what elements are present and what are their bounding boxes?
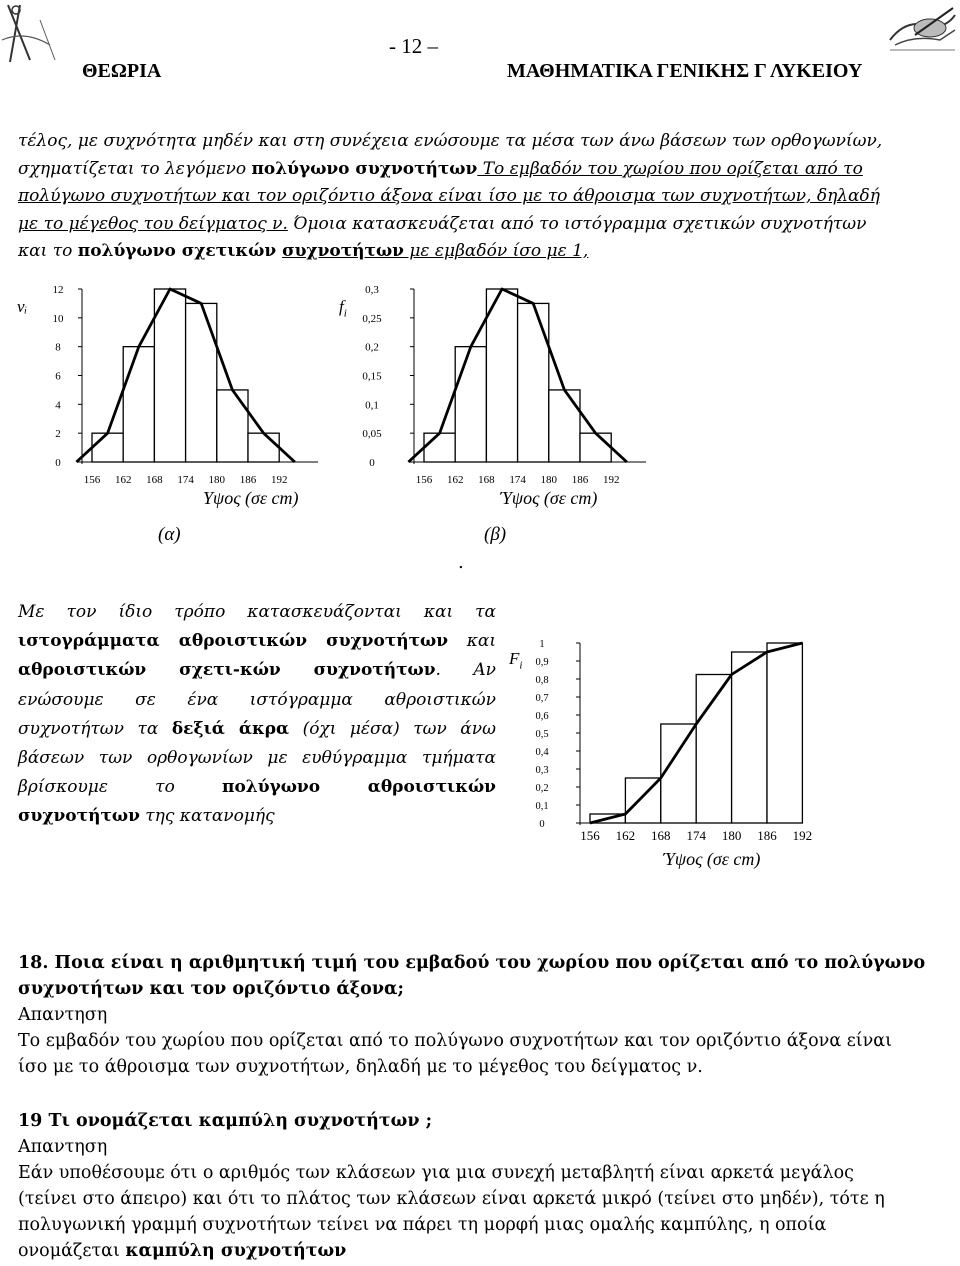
- histogram-bar: [549, 390, 580, 462]
- compass-illustration: [0, 0, 60, 70]
- cum-line-7: βρίσκουμε το πολύγωνο αθροιστικών: [18, 777, 496, 798]
- cum-line-1: Με τον ίδιο τρόπο κατασκευάζονται και τα: [18, 602, 496, 622]
- y-tick-label: 8: [55, 341, 61, 354]
- y-tick-label: 0,3: [365, 284, 379, 296]
- q19-line-1: Εάν υποθέσουμε ότι ο αριθμός των κλάσεων για μια συνεχή μεταβλητή είναι αρκετά μεγάλος: [18, 1163, 854, 1183]
- cum-line-3: αθροιστικών σχετι-κών συχνοτήτων. Αν: [18, 660, 496, 681]
- q19-title: 19 Τι ονομάζεται καμπύλη συχνοτήτων ;: [18, 1111, 433, 1131]
- x-tick-label: 168: [146, 474, 163, 486]
- x-tick-label: 180: [540, 474, 558, 486]
- histogram-bar: [424, 433, 455, 462]
- chart-b-caption: (β): [484, 524, 507, 545]
- x-tick-label: 168: [651, 828, 671, 843]
- y-tick-label: 0,15: [362, 370, 382, 383]
- q19-line-4: ονομάζεται καμπύλη συχνοτήτων: [18, 1241, 347, 1261]
- y-tick-label: 0: [369, 457, 375, 469]
- chart-a-caption: (α): [158, 524, 181, 545]
- y-tick-label: 0,6: [535, 711, 549, 722]
- histogram-bar: [186, 303, 217, 462]
- cumulative-paragraph: [18, 598, 496, 832]
- x-tick-label: 192: [602, 474, 620, 486]
- q19-answer-label: Απαντηση: [18, 1137, 108, 1157]
- question-19: [18, 1108, 943, 1264]
- x-tick-label: 174: [686, 828, 706, 843]
- y-tick-label: 6: [55, 370, 61, 383]
- chart-b-relative-frequency-histogram: [330, 270, 650, 520]
- x-tick-label: 186: [757, 828, 777, 843]
- y-tick-label: 0,05: [362, 428, 382, 441]
- x-tick-label: 192: [270, 474, 288, 486]
- histogram-bar: [248, 433, 279, 462]
- cum-line-4: ενώσουμε σε ένα ιστόγραμμα αθροιστικών: [18, 689, 496, 710]
- q18-title-line-1: 18. Ποια είναι η αριθμητική τιμή του εμβαδού του χωρίου που ορίζεται από το πολύγωνο: [18, 953, 926, 973]
- y-tick-label: 0,8: [535, 675, 549, 686]
- x-tick-label: 156: [83, 474, 101, 486]
- y-tick-label: 0,4: [535, 747, 549, 758]
- stray-dot: .: [458, 552, 464, 573]
- q18-title-line-2: συχνοτήτων και τον οριζόντιο άξονα;: [18, 979, 404, 999]
- intro-paragraph: [18, 128, 938, 266]
- y-tick-label: 4: [55, 399, 61, 412]
- intro-line-3: πολύγωνο συχνοτήτων και τον οριζόντιο άξονα είναι ίσο με το άθροισμα των συχνοτήτων, δηλαδή: [18, 186, 880, 206]
- cum-line-2: ιστογράμματα αθροιστικών συχνοτήτων και: [18, 631, 496, 652]
- q18-answer-line-2: ίσο με το άθροισμα των συχνοτήτων, δηλαδή με το μέγεθος του δείγματος ν.: [18, 1057, 703, 1077]
- histogram-bar: [580, 433, 611, 462]
- cum-line-5: συχνοτήτων τα δεξιά άκρα (όχι μέσα) των άνω: [18, 718, 496, 739]
- y-tick-label: 0,9: [535, 657, 549, 668]
- page-number: - 12 –: [389, 34, 438, 58]
- x-tick-label: 180: [721, 828, 742, 843]
- histogram-bar: [455, 347, 486, 462]
- intro-line-4: με το μέγεθος του δείγματος ν. Όμοια κατασκευάζεται από το ιστόγραμμα σχετικών συχνοτήτων: [18, 213, 867, 234]
- x-tick-label: 174: [177, 474, 194, 486]
- intro-line-5: και το πολύγωνο σχετικών συχνοτήτων με εμβαδόν ίσο με 1,: [18, 241, 589, 261]
- histogram-bar: [123, 347, 154, 462]
- x-tick-label: 162: [446, 474, 464, 486]
- y-tick-label: 0,2: [535, 783, 549, 794]
- y-tick-label: 0,1: [535, 801, 549, 812]
- chart-a-xlabel: Υψος (σε cm): [203, 488, 299, 508]
- chart-c-cumulative-histogram: [505, 630, 813, 845]
- y-tick-label: 12: [52, 284, 64, 296]
- chart-c-xlabel: Ύψος (σε cm): [663, 849, 761, 869]
- chart-b-ylabel: $f_i$: [339, 297, 347, 320]
- x-tick-label: 186: [239, 474, 257, 486]
- x-tick-label: 168: [478, 474, 495, 486]
- chart-c-ylabel: $F_i$: [509, 649, 523, 672]
- q19-line-2: (τείνει στο άπειρο) και ότι το πλάτος των κλάσεων είναι αρκετά μικρό (τείνει στο μηδέν), τότε η: [18, 1189, 885, 1209]
- y-tick-label: 0,1: [365, 399, 379, 412]
- q19-line-3: πολυγωνική γραμμή συχνοτήτων τείνει να πάρει τη μορφή μιας ομαλής καμπύλης, η οποία: [18, 1215, 827, 1235]
- y-tick-label: 0,5: [535, 729, 549, 740]
- x-tick-label: 174: [509, 474, 526, 486]
- histogram-bar: [92, 433, 123, 462]
- y-tick-label: 2: [55, 428, 61, 441]
- y-tick-label: 0,3: [535, 765, 549, 776]
- histogram-bar: [661, 724, 696, 823]
- writing-hand-illustration: [885, 0, 960, 60]
- intro-line-1: τέλος, με συχνότητα μηδέν και στη συνέχεια ενώσουμε τα μέσα των άνω βάσεων των ορθογωνίων,: [18, 131, 883, 151]
- y-tick-label: 0,2: [365, 341, 379, 354]
- x-tick-label: 156: [415, 474, 433, 486]
- chart-a-frequency-histogram: [0, 270, 330, 520]
- x-tick-label: 180: [208, 474, 226, 486]
- histogram-bar: [154, 289, 185, 462]
- y-tick-label: 0,25: [362, 312, 382, 325]
- histogram-bar: [486, 289, 517, 462]
- q18-answer-line-1: Το εμβαδόν του χωρίου που ορίζεται από το πολύγωνο συχνοτήτων και τον οριζόντιο άξονα είναι: [18, 1031, 892, 1051]
- x-tick-label: 186: [571, 474, 589, 486]
- y-tick-label: 0: [539, 819, 545, 830]
- x-tick-label: 156: [580, 828, 600, 843]
- cum-line-8: συχνοτήτων της κατανομής: [18, 806, 275, 827]
- y-tick-label: 0: [55, 457, 61, 469]
- header-left: ΘΕΩΡΙΑ: [82, 60, 162, 82]
- chart-a-ylabel: νᵢ: [17, 297, 28, 316]
- histogram-bar: [732, 652, 767, 823]
- y-tick-label: 1: [539, 639, 545, 650]
- y-tick-label: 0,7: [535, 693, 549, 704]
- x-tick-label: 192: [792, 828, 813, 843]
- intro-line-2: σχηματίζεται το λεγόμενο πολύγωνο συχνοτήτων Το εμβαδόν του χωρίου που ορίζεται από το: [18, 158, 863, 179]
- x-tick-label: 162: [615, 828, 636, 843]
- header-right: ΜΑΘΗΜΑΤΙΚΑ ΓΕΝΙΚΗΣ Γ ΛΥΚΕΙΟΥ: [507, 60, 863, 82]
- chart-b-xlabel: Ύψος (σε cm): [500, 488, 598, 508]
- histogram-bar: [217, 390, 248, 462]
- y-tick-label: 10: [52, 312, 64, 325]
- histogram-bar: [696, 675, 731, 824]
- question-18: [18, 950, 943, 1080]
- x-tick-label: 162: [114, 474, 132, 486]
- histogram-bar: [518, 303, 549, 462]
- cum-line-6: βάσεων των ορθογωνίων με ευθύγραμμα τμήματα: [18, 748, 496, 769]
- histogram-bar: [767, 643, 802, 823]
- q18-answer-label: Απαντηση: [18, 1005, 108, 1025]
